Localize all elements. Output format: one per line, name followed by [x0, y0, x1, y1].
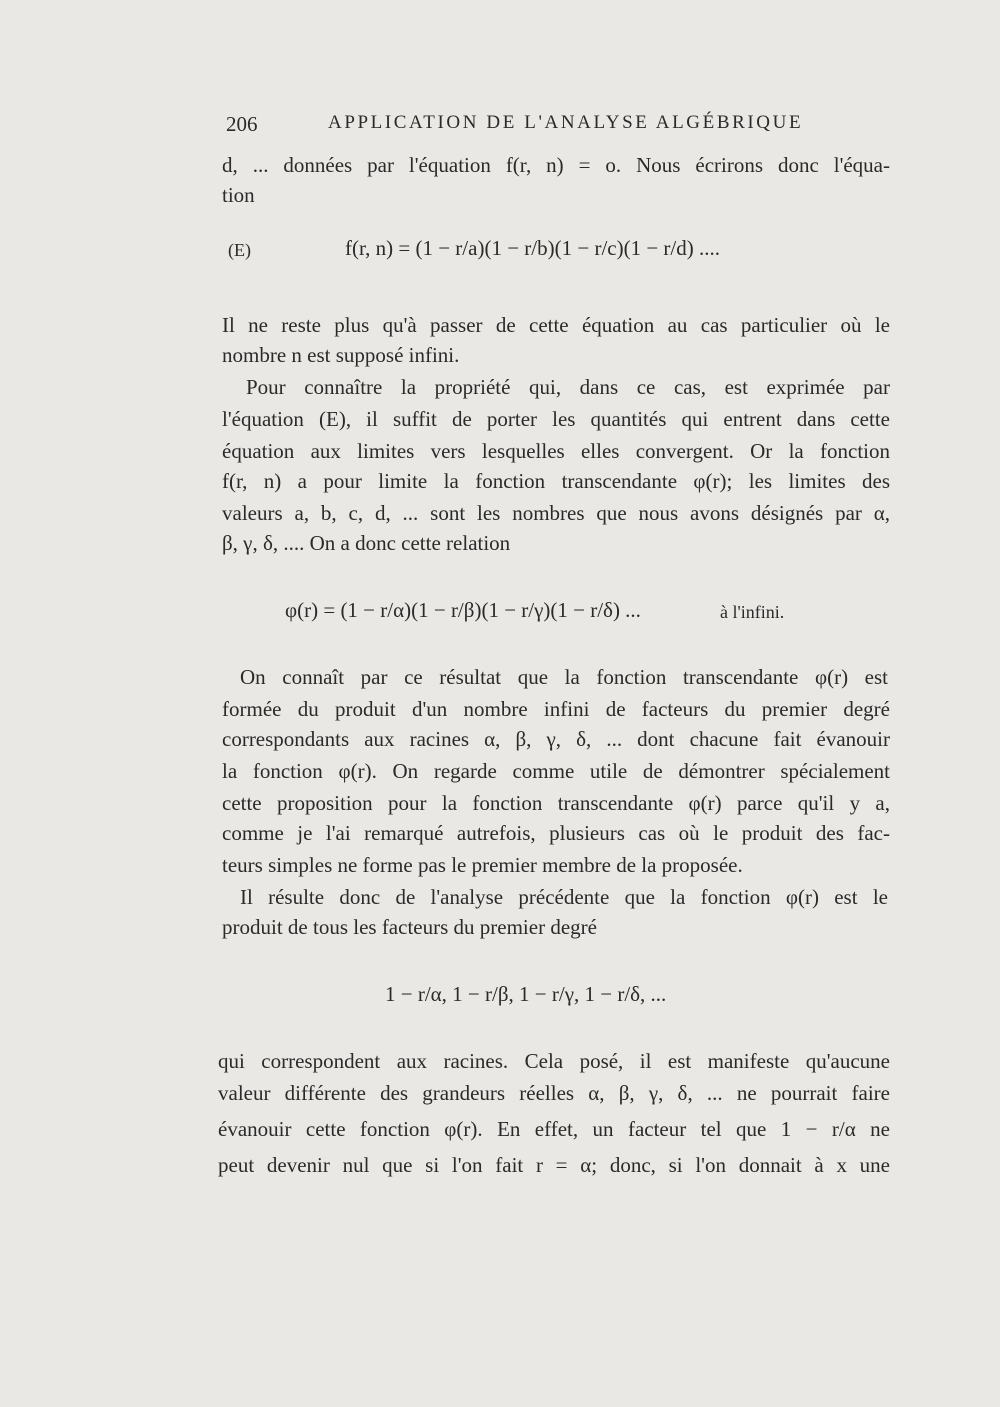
page-header [226, 112, 886, 146]
text-line: valeur différente des grandeurs réelles α, β, γ, δ, ... ne pourrait faire [218, 1081, 890, 1105]
text-line: cette proposition pour la fonction transcendante φ(r) parce qu'il y a, [222, 791, 890, 815]
text-line: correspondants aux racines α, β, γ, δ, ... dont chacune fait évanouir [222, 727, 890, 751]
text-line: β, γ, δ, .... On a donc cette relation [222, 531, 511, 555]
equation-phi: φ(r) = (1 − r/α)(1 − r/β)(1 − r/γ)(1 − r/δ) ... [285, 598, 641, 622]
text-line: produit de tous les facteurs du premier degré [222, 915, 597, 939]
text-line: équation aux limites vers lesquelles elles convergent. Or la fonction [222, 439, 890, 463]
page-number: 206 [226, 112, 258, 136]
text-line: Il résulte donc de l'analyse précédente que la fonction φ(r) est le [240, 885, 888, 909]
text-line: formée du produit d'un nombre infini de facteurs du premier degré [222, 697, 890, 721]
text-line: d, ... données par l'équation f(r, n) = o. Nous écrirons donc l'équa- [222, 153, 890, 177]
equation-label: (E) [228, 240, 251, 260]
equation-factors: 1 − r/α, 1 − r/β, 1 − r/γ, 1 − r/δ, ... [385, 982, 667, 1006]
running-title: APPLICATION DE L'ANALYSE ALGÉBRIQUE [328, 112, 804, 133]
text-line: comme je l'ai remarqué autrefois, plusieurs cas où le produit des fac- [222, 821, 890, 845]
text-line: qui correspondent aux racines. Cela posé, il est manifeste qu'aucune [218, 1049, 890, 1073]
text-line: évanouir cette fonction φ(r). En effet, un facteur tel que 1 − r/α ne [218, 1117, 890, 1141]
equation-note: à l'infini. [720, 602, 785, 622]
text-line: f(r, n) a pour limite la fonction transcendante φ(r); les limites des [222, 469, 890, 493]
text-line: l'équation (E), il suffit de porter les quantités qui entrent dans cette [222, 407, 890, 431]
text-line: valeurs a, b, c, d, ... sont les nombres que nous avons désignés par α, [222, 501, 890, 525]
text-line: peut devenir nul que si l'on fait r = α; donc, si l'on donnait à x une [218, 1153, 890, 1177]
text-line: teurs simples ne forme pas le premier membre de la proposée. [222, 853, 743, 877]
equation-e: f(r, n) = (1 − r/a)(1 − r/b)(1 − r/c)(1 − r/d) .... [345, 236, 720, 260]
text-line: Pour connaître la propriété qui, dans ce cas, est exprimée par [246, 375, 890, 399]
text-line: On connaît par ce résultat que la fonction transcendante φ(r) est [240, 665, 888, 689]
text-line: Il ne reste plus qu'à passer de cette équation au cas particulier où le [222, 313, 890, 337]
text-line: la fonction φ(r). On regarde comme utile de démontrer spécialement [222, 759, 890, 783]
text-line: tion [222, 183, 255, 207]
text-line: nombre n est supposé infini. [222, 343, 460, 367]
